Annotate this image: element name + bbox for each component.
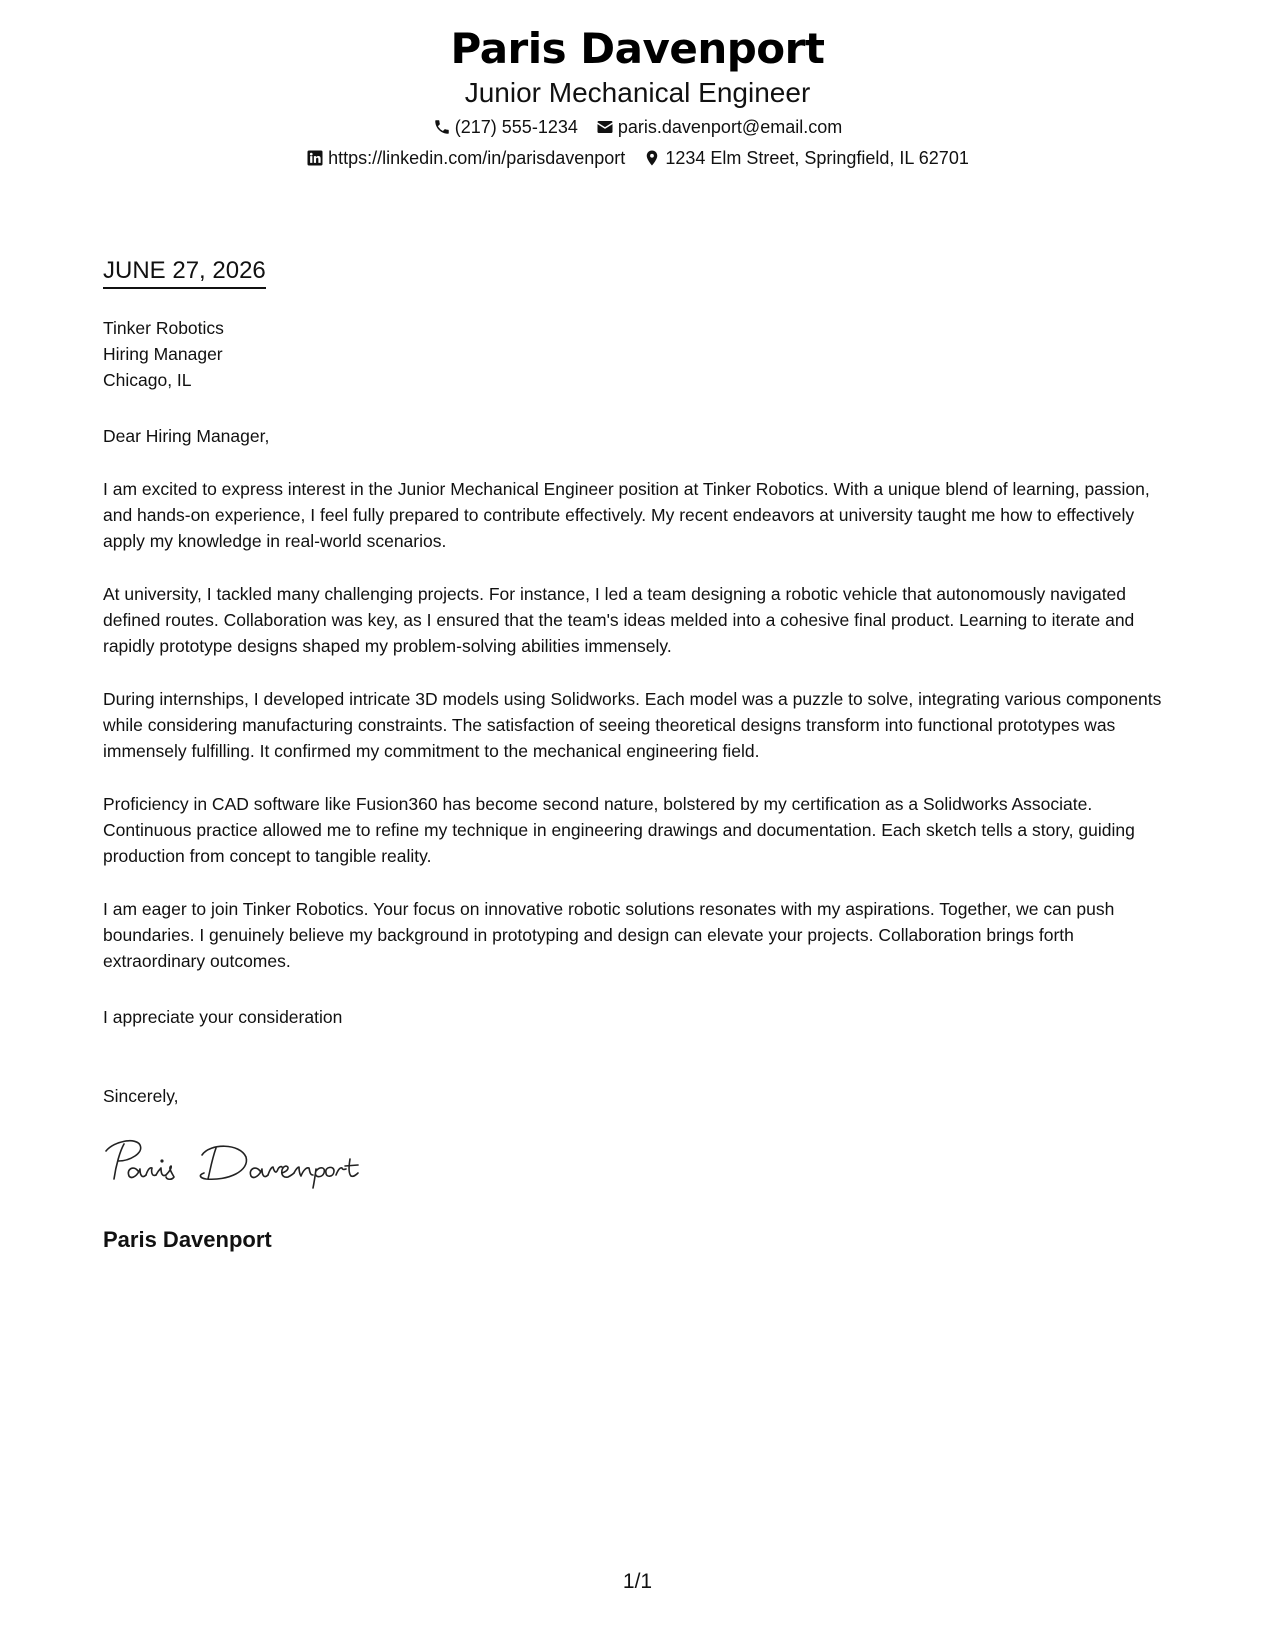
- salutation: Dear Hiring Manager,: [103, 426, 270, 446]
- sign-off: Sincerely,: [103, 1086, 179, 1106]
- phone-icon: [433, 118, 451, 136]
- signer-name: Paris Davenport: [103, 1227, 272, 1252]
- page-number: 1/1: [622, 1570, 653, 1593]
- contact-email[interactable]: [596, 115, 842, 139]
- contact-row-secondary: [0, 146, 1275, 170]
- applicant-job-title: Junior Mechanical Engineer: [464, 77, 811, 108]
- recipient-block: [103, 315, 1178, 393]
- recipient-company: Tinker Robotics: [103, 318, 224, 338]
- body-paragraph: I am eager to join Tinker Robotics. Your focus on innovative robotic solutions resonates with my aspirations. Together, we can push boundaries. I genuinely believe my background in prototyping and design can elevate your projects. Collaboration brings forth extraordinary outcomes.: [103, 899, 1115, 971]
- letter-date: JUNE 27, 2026: [103, 255, 266, 289]
- contact-row-primary: [0, 115, 1275, 139]
- closing-line: I appreciate your consideration: [103, 1007, 343, 1027]
- recipient-role: Hiring Manager: [103, 344, 223, 364]
- contact-phone: [433, 115, 578, 139]
- applicant-name: Paris Davenport: [450, 24, 825, 73]
- contact-linkedin[interactable]: [306, 146, 625, 170]
- email-address[interactable]: paris.davenport@email.com: [617, 117, 843, 137]
- body-paragraph: I am excited to express interest in the Junior Mechanical Engineer position at Tinker Robotics. With a unique blend of learning, passion, and hands-on experience, I feel fully prepared to contribute effectively. My recent endeavors at university taught me how to effectively apply my knowledge in real-world scenarios.: [103, 479, 1150, 551]
- signature-graphic: [100, 1135, 370, 1190]
- handwritten-signature: [100, 1135, 370, 1190]
- letter-body: [103, 476, 1178, 1001]
- street-address: 1234 Elm Street, Springfield, IL 62701: [665, 148, 969, 168]
- linkedin-icon: [306, 149, 324, 167]
- letter-header: [0, 22, 1275, 170]
- map-pin-icon: [643, 149, 661, 167]
- contact-address: [643, 146, 969, 170]
- linkedin-url[interactable]: https://linkedin.com/in/parisdavenport: [328, 148, 626, 168]
- envelope-icon: [596, 118, 614, 136]
- body-paragraph: At university, I tackled many challenging projects. For instance, I led a team designing a robotic vehicle that autonomously navigated defined routes. Collaboration was key, as I ensured that the team's ideas melded into a cohesive final product. Learning to iterate and rapidly prototype designs shaped my problem-solving abilities immensely.: [103, 584, 1135, 656]
- phone-number: (217) 555-1234: [454, 117, 578, 137]
- body-paragraph: Proficiency in CAD software like Fusion360 has become second nature, bolstered by my certification as a Solidworks Associate. Continuous practice allowed me to refine my technique in engineering drawings and documentation. Each sketch tells a story, guiding production from concept to tangible reality.: [103, 794, 1135, 866]
- recipient-location: Chicago, IL: [103, 370, 192, 390]
- body-paragraph: During internships, I developed intricate 3D models using Solidworks. Each model was a puzzle to solve, integrating various components while considering manufacturing constraints. The satisfaction of seeing theoretical designs transform into functional prototypes was immensely fulfilling. It confirmed my commitment to the mechanical engineering field.: [103, 689, 1162, 761]
